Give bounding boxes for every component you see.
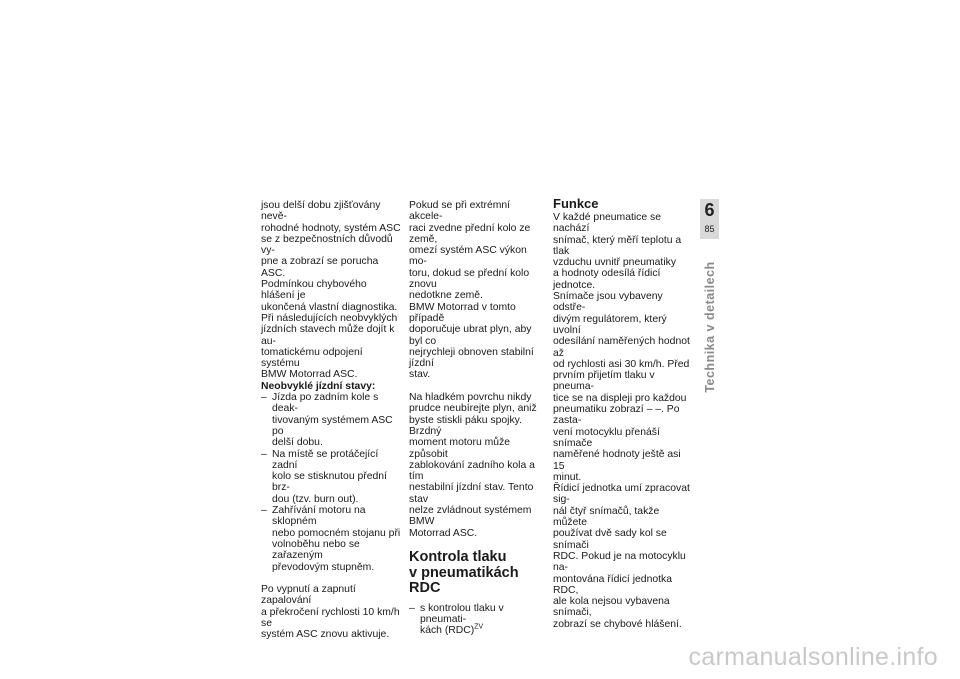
- text-line: kách (RDC): [420, 625, 475, 637]
- watermark: carmanualsonline.info: [688, 643, 938, 671]
- text-line: stav.: [409, 369, 431, 381]
- text-line: pneumatiku zobrazí – –. Po zasta-: [553, 404, 680, 427]
- page-number: 85: [704, 224, 715, 234]
- text-line: Při následujících neobvyklých: [261, 312, 398, 324]
- text-line: BMW Motorrad ASC.: [261, 369, 358, 381]
- text-line: prvním přijetím tlaku v pneuma-: [553, 370, 655, 393]
- text-column-3: [553, 196, 690, 630]
- list-item: [261, 449, 401, 505]
- text-line: nebo pomocném stojanu při: [272, 527, 401, 539]
- text-line: byste stiskli páku spojky. Brzdný: [409, 414, 522, 437]
- text-line: snímač, který měří teplotu a tlak: [553, 234, 682, 257]
- text-line: tivovaným systémem ASC po: [272, 414, 393, 437]
- text-line: raci zvedne přední kolo ze země,: [409, 222, 531, 245]
- text-line: jsou delší dobu zjišťovány nevě-: [261, 200, 381, 223]
- text-line: ale kola nejsou vybavena snímači,: [553, 596, 670, 619]
- unusual-states-list: [261, 392, 401, 573]
- optional-equipment-marker: ZV: [474, 623, 484, 631]
- text-line: toru, dokud se přední kolo znovu: [409, 267, 530, 291]
- text-line: s kontrolou tlaku v pneumati-: [420, 602, 504, 625]
- text-line: nestabilní jízdní stav. Tento stav: [409, 482, 534, 505]
- text-line: Snímače jsou vybaveny odstře-: [553, 291, 663, 314]
- text-line: dou (tzv. burn out).: [272, 493, 359, 505]
- text-line: jízdních stavech může dojít k au-: [261, 324, 395, 347]
- paragraph-gap: [409, 381, 545, 392]
- text-line: Motorrad ASC.: [409, 527, 478, 539]
- paragraph-asc-reactivation: [261, 584, 401, 640]
- text-line: naměřené hodnoty ještě asi 15: [553, 449, 681, 472]
- paragraph-asc-fault: [261, 200, 401, 381]
- text-line: systém ASC znovu aktivuje.: [261, 629, 390, 641]
- text-line: nedotkne země.: [409, 290, 483, 302]
- text-line: nál čtyř snímačů, takže můžete: [553, 505, 660, 529]
- text-line: Pokud se při extrémní akcele-: [409, 200, 511, 223]
- text-line: delší dobu.: [272, 437, 323, 449]
- text-line: od rychlosti asi 30 km/h. Před: [553, 358, 690, 370]
- text-line: používat dvě sady kol se snímači: [553, 528, 667, 551]
- text-line: montována řídicí jednotka RDC,: [553, 573, 672, 596]
- text-line: V každé pneumatice se nachází: [553, 212, 662, 235]
- text-line: Na místě se protáčející zadní: [272, 448, 379, 471]
- subheading-unusual-riding-states: Neobvyklé jízdní stavy:: [261, 380, 376, 392]
- text-line: tomatickému odpojení systému: [261, 346, 363, 370]
- text-column-1: [261, 200, 401, 641]
- text-line: kolo se stisknutou přední brz-: [272, 471, 387, 494]
- text-line: a překročení rychlosti 10 km/h se: [261, 606, 400, 629]
- section-heading-function: Funkce: [553, 196, 599, 211]
- text-line: prudce neubírejte plyn, aniž: [409, 403, 537, 415]
- list-item: [261, 392, 401, 448]
- text-line: a hodnoty odesílá řídicí jednotce.: [553, 268, 661, 291]
- chapter-number: 6: [704, 200, 715, 220]
- paragraph-gap: [261, 573, 401, 584]
- section-heading-rdc: [409, 550, 545, 597]
- text-line: zablokování zadního kola a tím: [409, 459, 535, 483]
- text-line: Po vypnutí a zapnutí zapalování: [261, 584, 356, 607]
- text-line: nelze zvládnout systémem BMW: [409, 505, 532, 528]
- text-line: minut.: [553, 471, 582, 483]
- text-line: volnoběhu nebo se zařazeným: [272, 538, 360, 562]
- text-line: Na hladkém povrchu nikdy: [409, 392, 532, 404]
- text-line: se z bezpečnostních důvodů vy-: [261, 233, 393, 257]
- text-line: převodovým stupněm.: [272, 561, 375, 573]
- chapter-title-vertical: Technika v detailech: [703, 261, 717, 393]
- text-line: Řídicí jednotka umí zpracovat sig-: [553, 483, 690, 506]
- text-line: odesílání naměřených hodnot až: [553, 336, 690, 359]
- text-line: RDC. Pokud je na motocyklu na-: [553, 550, 686, 574]
- text-line: vzduchu uvnitř pneumatiky: [553, 257, 677, 269]
- text-line: doporučuje ubrat plyn, aby byl co: [409, 324, 532, 347]
- rdc-list: [409, 603, 545, 637]
- text-line: pne a zobrazí se porucha ASC.: [261, 256, 379, 279]
- text-line: zobrazí se chybové hlášení.: [553, 618, 682, 630]
- text-line: tice se na displeji pro každou: [553, 392, 687, 404]
- text-column-2: [409, 200, 545, 637]
- paragraph-front-wheel-lift: [409, 200, 545, 381]
- text-line: v pneumatikách RDC: [409, 564, 519, 597]
- text-line: divým regulátorem, který uvolní: [553, 313, 667, 336]
- text-line: nejrychleji obnoven stabilní jízdní: [409, 346, 534, 370]
- text-line: Jízda po zadním kole s deak-: [272, 392, 379, 415]
- paragraph-slippery-surface: [409, 392, 545, 539]
- list-item: [261, 505, 401, 573]
- text-line: ukončená vlastní diagnostika.: [261, 301, 398, 313]
- paragraph-rdc-function: [553, 212, 690, 630]
- text-line: BMW Motorrad v tomto případě: [409, 301, 516, 324]
- text-line: vení motocyklu přenáší snímače: [553, 426, 660, 449]
- text-line: Zahřívání motoru na sklopném: [272, 505, 366, 528]
- text-line: rohodné hodnoty, systém ASC: [261, 222, 401, 234]
- text-line: omezí systém ASC výkon mo-: [409, 245, 527, 268]
- text-line: Podmínkou chybového hlášení je: [261, 279, 367, 302]
- text-line: moment motoru může způsobit: [409, 437, 511, 460]
- list-item: [409, 603, 545, 637]
- text-line: Kontrola tlaku: [409, 549, 507, 566]
